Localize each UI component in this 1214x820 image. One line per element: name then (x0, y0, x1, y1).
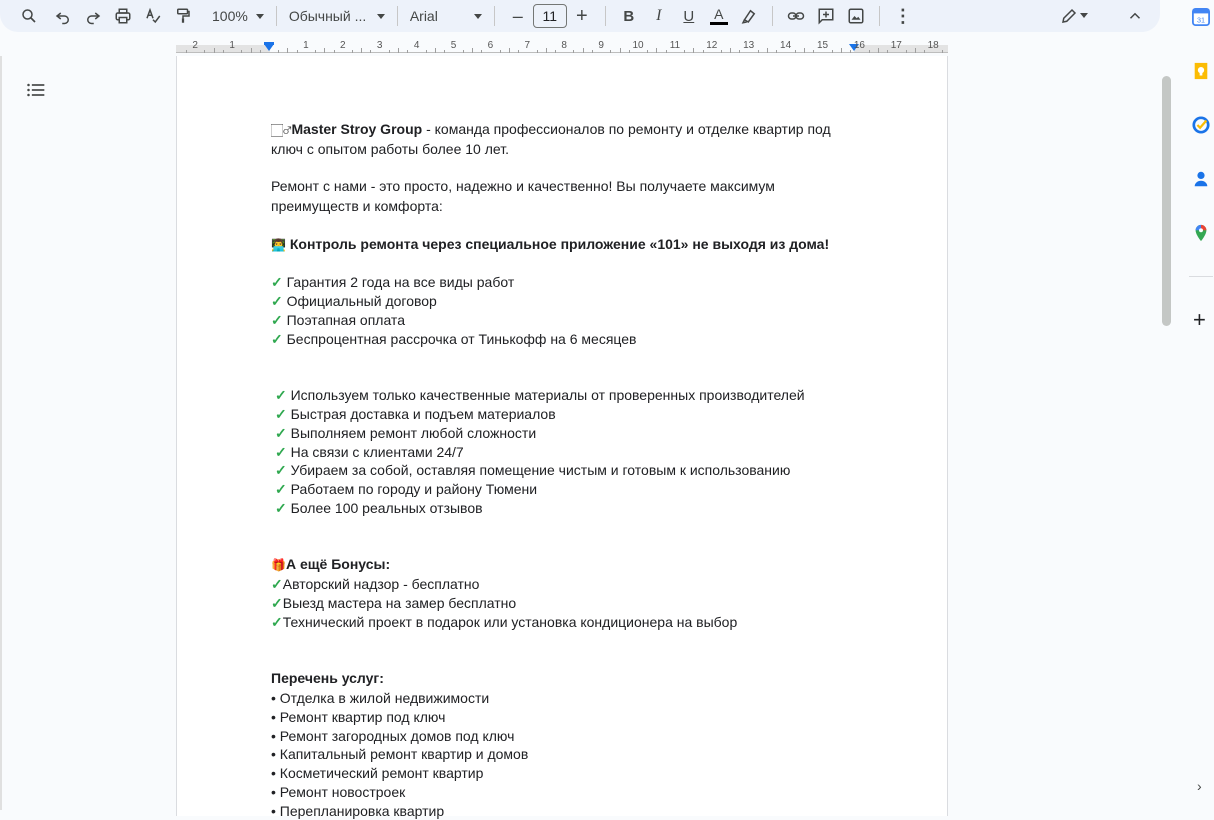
advantage-text: На связи с клиентами 24/7 (286, 443, 464, 460)
service-text: Ремонт загородных домов под ключ (275, 727, 515, 744)
guarantee-text: Официальный договор (282, 293, 437, 310)
add-addon-button[interactable]: + (1193, 307, 1206, 332)
ruler-label: 16 (853, 40, 865, 51)
link-icon[interactable] (783, 3, 809, 29)
ruler-label: 17 (890, 40, 902, 51)
ruler-label: 9 (598, 40, 604, 51)
ruler-label: 4 (413, 40, 420, 51)
toolbar (0, 0, 1160, 32)
divider (276, 6, 277, 26)
ruler-label: 7 (524, 40, 531, 51)
pitch-text: Ремонт с нами - это просто, надежно и качественно! Вы получаете максимум (271, 178, 775, 195)
ruler-tick (684, 50, 685, 53)
ruler-tick (546, 48, 547, 53)
advantage-item (271, 424, 871, 443)
service-item (271, 727, 871, 746)
ruler-label: 14 (780, 40, 792, 51)
ruler-tick (583, 48, 584, 53)
divider (879, 6, 880, 26)
divider (397, 6, 398, 26)
ruler-tick (703, 50, 704, 53)
ruler-label: 15 (816, 40, 829, 51)
check-icon: ✓ (275, 443, 287, 460)
check-icon: ✓ (271, 311, 283, 328)
ruler-tick (287, 48, 288, 53)
ruler-label: 8 (561, 40, 567, 51)
ruler-tick (509, 48, 510, 53)
ruler-tick (813, 50, 814, 53)
ruler-tick (942, 50, 943, 53)
ruler[interactable] (176, 38, 948, 56)
advantage-item (271, 499, 871, 518)
services-title-text: Перечень услуг: (271, 670, 384, 687)
outline-icon[interactable] (26, 80, 46, 100)
contacts-icon[interactable] (1191, 169, 1211, 189)
pitch-line-2: преимуществ и комфорта: (271, 198, 443, 215)
ruler-label: 1 (229, 40, 235, 51)
chevron-down-icon (474, 14, 482, 19)
text-color-button[interactable] (706, 3, 732, 29)
check-icon: ✓ (271, 576, 283, 593)
ruler-tick (435, 48, 436, 53)
bonus-text: Технический проект в подарок или установка кондиционера на выбор (282, 613, 738, 630)
ruler-tick (878, 48, 879, 53)
chevron-down-icon[interactable] (1080, 13, 1088, 18)
intro-line-1 (271, 120, 871, 140)
insert-image-icon[interactable] (843, 3, 869, 29)
advantage-item (271, 461, 871, 480)
document-body[interactable] (271, 120, 871, 820)
check-icon: ✓ (275, 387, 287, 404)
ruler-label: 2 (340, 40, 346, 51)
check-icon: ✓ (271, 594, 283, 611)
ruler-label: 11 (669, 40, 681, 51)
gift-emoji: 🎁 (271, 558, 286, 573)
bullet-icon: • (271, 746, 276, 763)
ruler-tick (324, 48, 325, 53)
advantage-item (271, 480, 871, 499)
ruler-tick (924, 50, 925, 53)
italic-button[interactable]: I (656, 7, 662, 24)
ruler-tick (518, 50, 519, 53)
ruler-tick (915, 48, 916, 53)
divider (494, 6, 495, 26)
ruler-tick (647, 50, 648, 53)
bullet-icon: • (271, 765, 276, 782)
ruler-tick (407, 50, 408, 53)
bonus-text: Выезд мастера на замер бесплатно (282, 594, 517, 611)
service-item (271, 783, 871, 802)
ruler-label: 10 (632, 40, 644, 51)
bonuses-list (271, 575, 871, 631)
ruler-tick (739, 50, 740, 53)
ruler-tick (804, 48, 805, 53)
ruler-tick (260, 50, 261, 53)
paint-format-icon[interactable] (170, 3, 196, 29)
service-text: Ремонт новостроек (275, 783, 406, 800)
expand-panel-button[interactable]: › (1197, 778, 1202, 794)
ruler-tick (315, 50, 316, 53)
ruler-tick (426, 50, 427, 53)
advantage-item (271, 386, 871, 405)
spellcheck-icon[interactable] (140, 3, 166, 29)
check-icon: ✓ (275, 405, 287, 422)
service-text: Перепланировка квартир (275, 802, 445, 819)
divider (605, 6, 606, 26)
services-list (271, 689, 871, 820)
check-icon: ✓ (275, 462, 287, 479)
ruler-tick (767, 48, 768, 53)
ruler-tick (555, 50, 556, 53)
bullet-icon: • (271, 708, 276, 725)
guarantee-text: Беспроцентная рассрочка от Тинькофф на 6 месяцев (282, 330, 637, 347)
advantage-text: Используем только качественные материалы от проверенных производителей (286, 387, 805, 404)
advantage-text: Выполняем ремонт любой сложности (286, 424, 537, 441)
ruler-tick (906, 50, 907, 53)
ruler-tick (610, 50, 611, 53)
bonuses-title-text: А ещё Бонусы: (285, 556, 391, 573)
service-item (271, 689, 871, 708)
divider (772, 6, 773, 26)
print-icon[interactable] (110, 3, 136, 29)
advantage-text: Более 100 реальных отзывов (286, 499, 483, 516)
ruler-tick (666, 50, 667, 53)
bonus-item (271, 613, 871, 632)
ruler-label: 6 (487, 40, 494, 51)
decrease-font-size-button[interactable]: – (512, 5, 523, 26)
ruler-tick (629, 50, 630, 53)
ruler-tick (370, 50, 371, 53)
svg-text:31: 31 (1197, 15, 1205, 25)
add-comment-icon[interactable] (813, 3, 839, 29)
font-value: Arial (409, 8, 438, 24)
font-select[interactable] (406, 3, 486, 29)
ruler-tick (592, 50, 593, 53)
ruler-tick (795, 50, 796, 53)
chevron-down-icon (256, 14, 264, 19)
left-edge (0, 56, 2, 810)
ruler-tick (186, 50, 187, 53)
guarantee-item (271, 311, 871, 330)
app-control-text: Контроль ремонта через специальное приложение «101» не выходя из дома! (285, 235, 830, 252)
guarantee-text: Гарантия 2 года на все виды работ (282, 274, 515, 291)
ruler-tick (297, 50, 298, 53)
guarantee-item (271, 330, 871, 349)
bonuses-title (271, 555, 871, 575)
pitch-line-1 (271, 177, 871, 197)
ruler-label: 18 (927, 40, 939, 51)
intro-line-2: ключ с опытом работы более 10 лет. (271, 140, 509, 157)
developer-emoji: 👨‍💻 (271, 237, 286, 252)
check-icon: ✓ (275, 499, 287, 516)
undo-icon[interactable] (50, 3, 76, 29)
ruler-label: 3 (376, 40, 383, 51)
intro-text: - команда профессионалов по ремонту и отделке квартир под (422, 121, 831, 137)
ruler-tick (869, 50, 870, 53)
app-control-line (271, 235, 871, 255)
ruler-tick (389, 50, 390, 53)
ruler-tick (472, 48, 473, 53)
service-text: Капитальный ремонт квартир и домов (275, 746, 529, 763)
bullet-icon: • (271, 727, 276, 744)
service-text: Косметический ремонт квартир (275, 765, 484, 782)
bullet-icon: • (271, 783, 276, 800)
guarantee-text: Поэтапная оплата (282, 311, 405, 328)
ruler-tick (573, 50, 574, 53)
ruler-tick (758, 50, 759, 53)
check-icon: ✓ (275, 424, 287, 441)
ruler-label: 5 (450, 40, 457, 51)
check-icon: ✓ (275, 481, 287, 498)
advantage-text: Работаем по городу и району Тюмени (286, 481, 538, 498)
ruler-tick (251, 48, 252, 53)
advantage-item (271, 405, 871, 424)
bonus-item (271, 575, 871, 594)
ruler-tick (398, 48, 399, 53)
check-icon: ✓ (271, 330, 283, 347)
service-item (271, 764, 871, 783)
ruler-tick (832, 50, 833, 53)
ruler-tick (352, 50, 353, 53)
underline-button[interactable]: U (683, 7, 695, 25)
highlight-icon[interactable] (736, 3, 762, 29)
ruler-tick (776, 50, 777, 53)
ruler-tick (241, 50, 242, 53)
document-page[interactable] (176, 56, 948, 819)
zoom-value: 100% (212, 8, 248, 24)
ruler-tick (887, 50, 888, 53)
check-icon: ✓ (271, 293, 283, 310)
ruler-tick (500, 50, 501, 53)
bullet-icon: • (271, 689, 276, 706)
ruler-tick (481, 50, 482, 53)
bold-button[interactable]: B (623, 7, 635, 25)
ruler-tick (334, 50, 335, 53)
zoom-select[interactable] (208, 3, 268, 29)
ruler-label: 12 (706, 40, 718, 51)
ruler-tick (278, 50, 279, 53)
ruler-tick (850, 50, 851, 53)
intro-emoji: 🏻‍♂ (271, 123, 292, 137)
text-color-icon (710, 7, 728, 25)
company-name: Master Stroy Group (291, 121, 423, 137)
service-text: Отделка в жилой недвижимости (275, 689, 490, 706)
advantage-text: Убираем за собой, оставляя помещение чистым и готовым к использованию (286, 462, 791, 479)
ruler-tick (204, 50, 205, 53)
advantage-text: Быстрая доставка и подъем материалов (286, 405, 556, 422)
search-icon[interactable] (16, 3, 42, 29)
ruler-tick (693, 48, 694, 53)
style-value: Обычный ... (288, 8, 367, 24)
chevron-down-icon (377, 14, 385, 19)
ruler-label: 1 (303, 40, 309, 51)
calendar-icon[interactable] (1191, 7, 1211, 27)
ruler-tick (721, 50, 722, 53)
service-text: Ремонт квартир под ключ (275, 708, 446, 725)
maps-icon[interactable] (1191, 223, 1211, 243)
more-options-button[interactable]: ⋮ (893, 5, 912, 26)
guarantees-list (271, 273, 871, 348)
side-panel (1183, 0, 1214, 810)
ruler-tick (463, 50, 464, 53)
ruler-tick (361, 48, 362, 53)
font-size-input[interactable]: 11 (533, 4, 567, 28)
service-item (271, 745, 871, 764)
collapse-icon[interactable] (1122, 3, 1148, 29)
guarantee-item (271, 292, 871, 311)
edit-mode-icon[interactable] (1056, 3, 1082, 29)
ruler-tick (730, 48, 731, 53)
text-color-bar (710, 22, 728, 25)
increase-font-size-button[interactable]: + (575, 4, 588, 27)
left-indent-handle[interactable] (264, 44, 274, 51)
ruler-tick (223, 50, 224, 53)
ruler-label: 13 (743, 40, 755, 51)
ruler-tick (841, 48, 842, 53)
service-item (271, 802, 871, 820)
redo-icon[interactable] (80, 3, 106, 29)
bonus-item (271, 594, 871, 613)
vertical-scrollbar[interactable] (1162, 76, 1171, 326)
text-color-letter: A (714, 6, 724, 22)
advantage-item (271, 443, 871, 462)
ruler-tick (620, 48, 621, 53)
check-icon: ✓ (271, 613, 283, 630)
check-icon: ✓ (271, 274, 283, 291)
bonus-text: Авторский надзор - бесплатно (282, 576, 480, 593)
services-title (271, 669, 871, 689)
ruler-label: 2 (192, 40, 198, 51)
ruler-tick (656, 48, 657, 53)
advantages-list (271, 386, 871, 518)
ruler-tick (537, 50, 538, 53)
guarantee-item (271, 273, 871, 292)
style-select[interactable] (285, 3, 389, 29)
bullet-icon: • (271, 802, 276, 819)
service-item (271, 708, 871, 727)
ruler-tick (444, 50, 445, 53)
keep-icon[interactable] (1191, 61, 1211, 81)
tasks-icon[interactable] (1191, 115, 1211, 135)
side-panel-divider (1189, 276, 1213, 277)
ruler-tick (214, 48, 215, 53)
